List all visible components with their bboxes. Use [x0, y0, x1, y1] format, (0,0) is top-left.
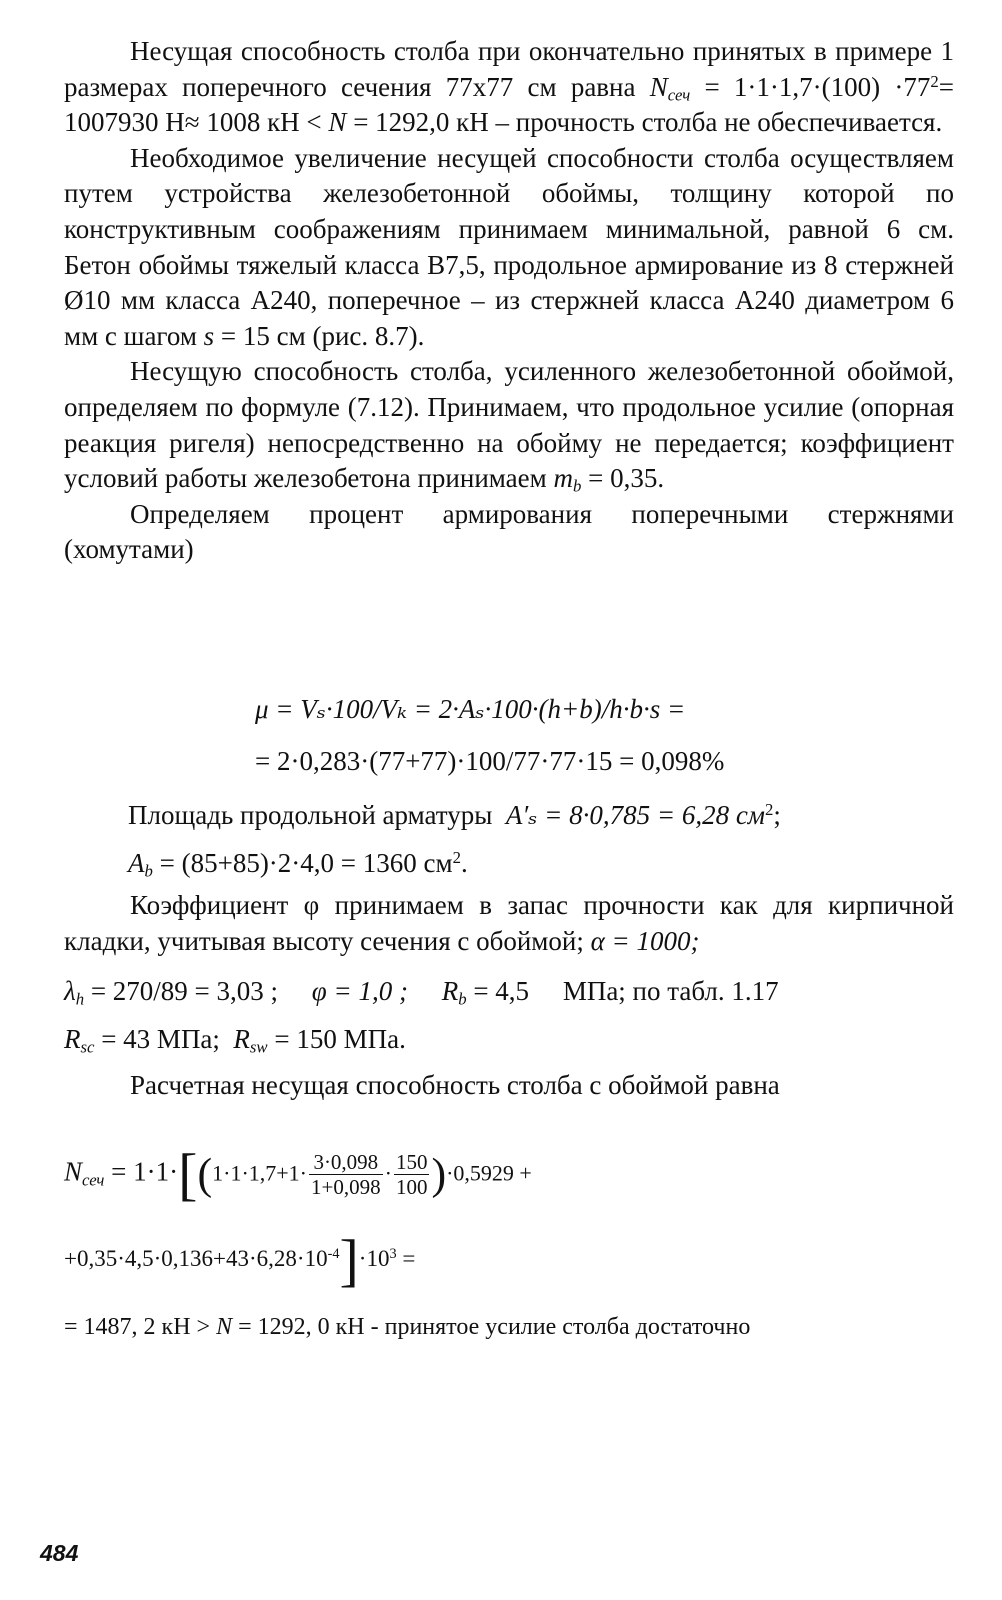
paragraph-7-block — [64, 1068, 954, 1104]
formula-coefficients-line: $\lambda_h = 270/89 = 3,03$ ; φ = 1,0 ; $R_b = 4,5$ МПа; по табл. 1.17 — [64, 976, 779, 1009]
formula-mu-line-2: = 2·0,283·(77+77)·100/77·77·15 = 0,098% — [255, 746, 725, 776]
fraction-1: $\frac{3\cdot 0,098}{1+0,098}$ — [311, 1150, 381, 1199]
paragraph-6-block — [64, 888, 954, 959]
fraction-2: $\frac{150}{100}$ — [395, 1150, 428, 1199]
paragraph-6: Коэффициент φ принимаем в запас прочности как для кирпичной кладки, учитывая высоту сечения с обоймой; α = 1000; — [64, 890, 954, 956]
n-sech-symbol: N — [649, 71, 668, 102]
page-number: 484 — [40, 1540, 79, 1566]
paragraph-1: Несущая способность столба при окончательно принятых в примере 1 размерах поперечного сечения 77х77 см равна $N_{сеч} = 1\cdot 1\cdot 1,7\cdot(100) \cdot 77^2= 1007930$ Н≈ 1008 кН < N = 1292,0 кН – прочность столба не обеспечивается. — [64, 36, 955, 138]
formula-ab-line: $A_b = (85+85)\cdot 2\cdot 4,0 = 1360$ $см^2$. — [128, 847, 468, 881]
paragraph-7: Расчетная несущая способность столба с обоймой равна — [130, 1070, 780, 1100]
formula-n-sech-result: = 1487, 2 кН > N = 1292, 0 кН - принятое усилие столба достаточно — [64, 1314, 751, 1340]
formula-mu-line-1: μ = Vₛ·100/Vₖ = 2·Aₛ·100·(h+b)/h·b·s = — [255, 694, 686, 724]
formula-n-sech-line-1: $N_{сеч} = 1\cdot 1\cdot[(1\cdot 1\cdot 1,7+1\cdot$ $\frac{3\cdot 0,098}{1+0,098}$ · $\frac{150}{100}$ )·0,5929 + — [64, 1141, 532, 1207]
paragraph-3: Несущую способность столба, усиленного железобетонной обоймой, определяем по формуле (7.12). Принимаем, что продольное усилие (опорная реакция ригеля) непосредственно на обойму не передается; коэффициент условий работы железобетона принимаем $m_b = 0,35$. — [64, 356, 954, 496]
paragraph-4: Определяем процент армирования поперечными стержнями (хомутами) — [64, 498, 954, 565]
formula-n-sech-line-2: $+0,35\cdot 4,5\cdot 0,136+43\cdot 6,28\cdot 10^{-4}]\cdot 10^3$ = — [64, 1227, 416, 1293]
body-text — [64, 34, 954, 568]
formula-as-line: Площадь продольной арматуры A′ₛ = 8·0,785 = 6,28 $см^2$; — [128, 799, 781, 830]
formula-rsc-line: $R_{sc} = 43$ МПа; $R_{sw} = 150$ МПа. — [64, 1024, 406, 1057]
paragraph-2: Необходимое увеличение несущей способности столба осуществляем путем устройства железобетонной обоймы, толщину которой по конструктивным соображениям принимаем минимальной, равной 6 см. Бетон обоймы тяжелый класса В7,5, продольное армирование из 8 стержней Ø10 мм класса А240, поперечное – из стержней класса А240 диаметром 6 мм с шагом s = 15 см (рис. 8.7). — [64, 142, 954, 351]
